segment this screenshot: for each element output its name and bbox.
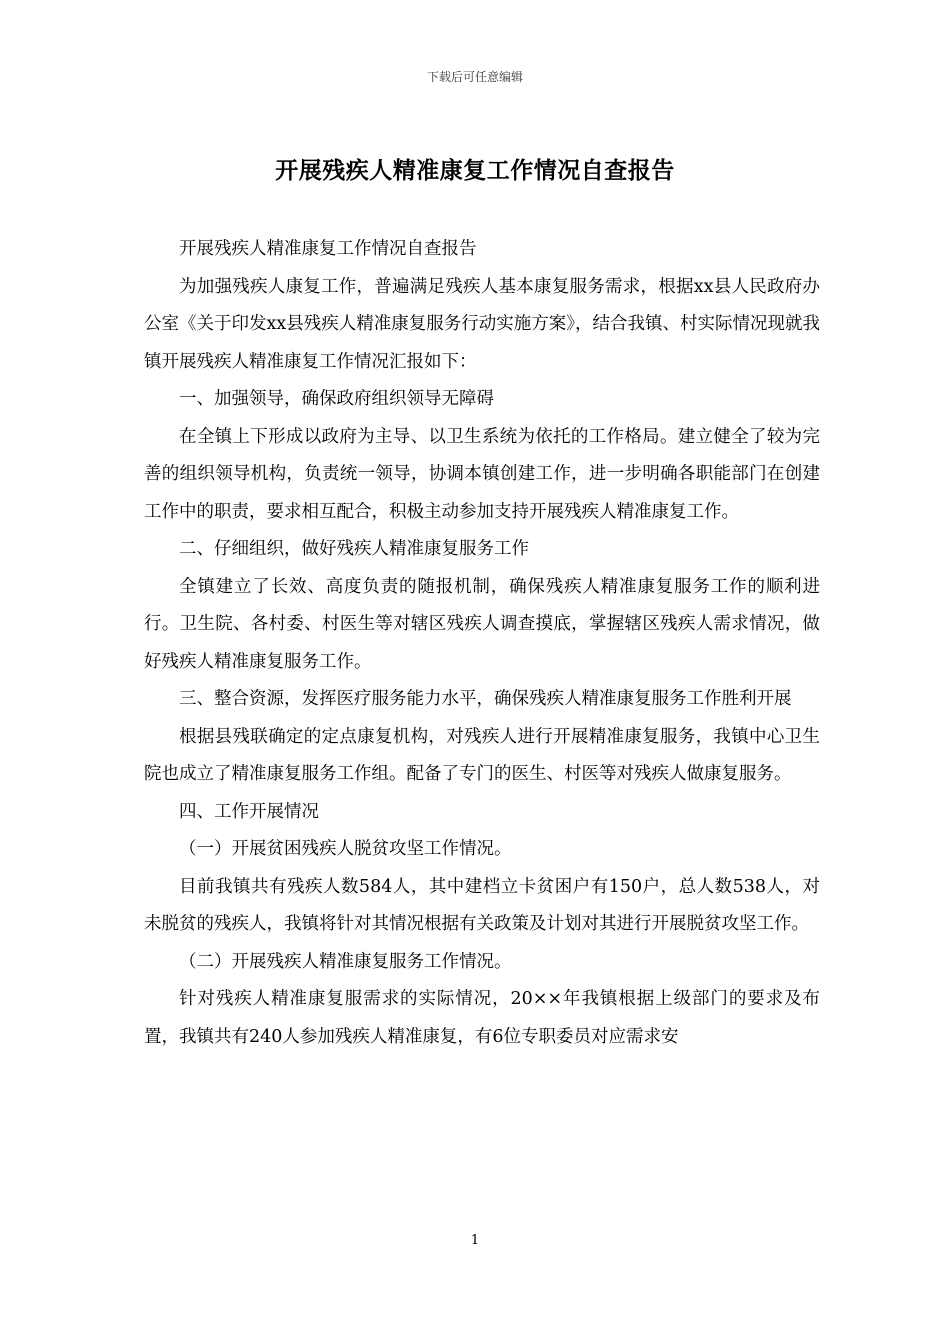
paragraph-section-3: 根据县残联确定的定点康复机构，对残疾人进行开展精准康复服务，我镇中心卫生院也成立了精准康复服务工作组。配备了专门的医生、村医等对残疾人做康复服务。 [144,726,820,784]
paragraph-subsection-2: 针对残疾人精准康复服需求的实际情况，20××年我镇根据上级部门的要求及布置，我镇共有240人参加残疾人精准康复，有6位专职委员对应需求安 [144,989,820,1047]
paragraph-section-1: 在全镇上下形成以政府为主导、以卫生系统为依托的工作格局。建立健全了较为完善的组织领导机构，负责统一领导，协调本镇创建工作，进一步明确各职能部门在创建工作中的职责，要求相互配合，积极主动参加支持开展残疾人精准康复工作。 [144,426,820,522]
paragraph-report-title: 开展残疾人精准康复工作情况自查报告 [179,239,477,259]
subsection-heading-2: （二）开展残疾人精准康复服务工作情况。 [179,951,512,972]
document-title: 开展残疾人精准康复工作情况自查报告 [275,158,675,184]
section-heading-3: 三、整合资源，发挥医疗服务能力水平，确保残疾人精准康复服务工作胜利开展 [179,689,792,709]
section-heading-4: 四、工作开展情况 [179,801,319,822]
paragraph-section-2: 全镇建立了长效、高度负责的随报机制，确保残疾人精准康复服务工作的顺利进行。卫生院、各村委、村医生等对辖区残疾人调查摸底，掌握辖区残疾人需求情况，做好残疾人精准康复服务工作。 [144,576,820,672]
section-heading-2: 二、仔细组织，做好残疾人精准康复服务工作 [179,539,529,559]
document-body [144,231,820,1056]
paragraph-subsection-1: 目前我镇共有残疾人数584人，其中建档立卡贫困户有150户，总人数538人，对未脱贫的残疾人，我镇将针对其情况根据有关政策及计划对其进行开展脱贫攻坚工作。 [144,876,820,934]
header-note: 下载后可任意编辑 [426,70,523,84]
section-heading-1: 一、加强领导，确保政府组织领导无障碍 [179,389,494,409]
page-number: 1 [470,1233,480,1248]
subsection-heading-1: （一）开展贫困残疾人脱贫攻坚工作情况。 [179,839,512,859]
paragraph-intro: 为加强残疾人康复工作，普遍满足残疾人基本康复服务需求，根据xx县人民政府办公室《关于印发xx县残疾人精准康复服务行动实施方案》，结合我镇、村实际情况现就我镇开展残疾人精准康复工作情况汇报如下： [144,276,820,372]
